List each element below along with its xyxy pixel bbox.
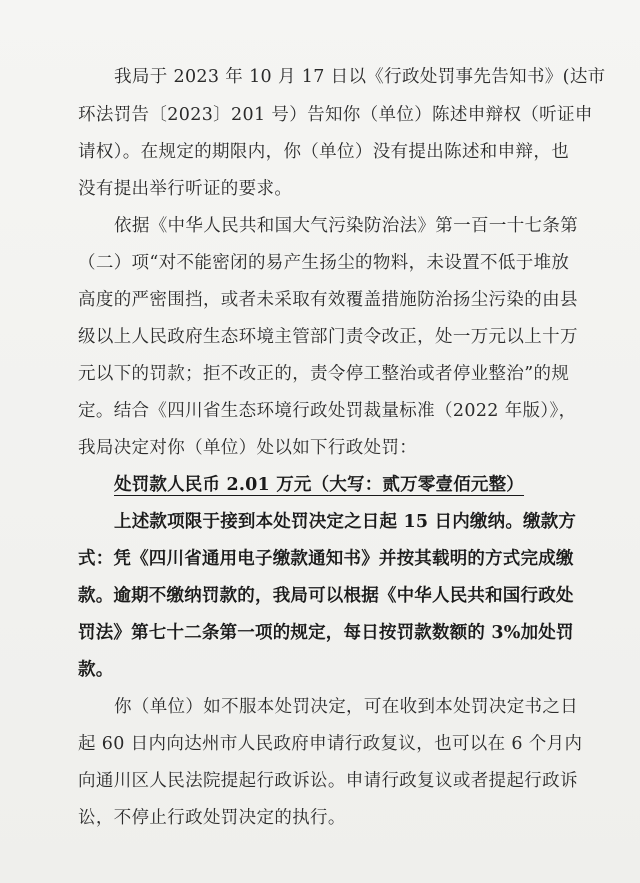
text-line: 级以上人民政府生态环境主管部门责令改正，处一万元以上十万 [78, 327, 578, 347]
text-line: 元以下的罚款；拒不改正的，责令停工整治或者停业整治”的规 [78, 364, 570, 384]
text-line: 式：凭《四川省通用电子缴款通知书》并按其载明的方式完成缴 [78, 549, 574, 569]
text-line: 款。逾期不缴纳罚款的，我局可以根据《中华人民共和国行政处 [78, 586, 574, 606]
text-line: 请权）。在规定的期限内，你（单位）没有提出陈述和申辩，也 [78, 142, 570, 162]
text-line: （二）项“对不能密闭的易产生扬尘的物料，未设置不低于堆放 [78, 253, 570, 273]
text-line: 定。结合《四川省生态环境行政处罚裁量标准（2022 年版）》， [78, 401, 577, 421]
text-line: 没有提出举行听证的要求。 [78, 179, 293, 199]
text-line: 我局决定对你（单位）处以如下行政处罚： [78, 438, 418, 458]
text-line: 依据《中华人民共和国大气污染防治法》第一百一十七条第 [114, 216, 579, 236]
text-line: 起 60 日内向达州市人民政府申请行政复议，也可以在 6 个月内 [78, 734, 583, 754]
text-line: 你（单位）如不服本处罚决定，可在收到本处罚决定书之日 [114, 697, 579, 717]
penalty-amount: 处罚款人民币 2.01 万元（大写：贰万零壹佰元整） [114, 475, 525, 495]
text-line: 讼，不停止行政处罚决定的执行。 [78, 808, 346, 828]
text-line: 高度的严密围挡，或者未采取有效覆盖措施防治扬尘污染的由县 [78, 290, 578, 310]
text-line: 罚法》第七十二条第一项的规定，每日按罚款数额的 3%加处罚 [78, 623, 574, 643]
text-line: 上述款项限于接到本处罚决定之日起 15 日内缴纳。缴款方 [114, 512, 577, 532]
text-line: 环法罚告〔2023〕201 号）告知你（单位）陈述申辩权（听证申 [78, 105, 593, 125]
text-line: 向通川区人民法院提起行政诉讼。申请行政复议或者提起行政诉 [78, 771, 578, 791]
text-line: 款。 [78, 660, 114, 680]
text-line: 我局于 2023 年 10 月 17 日以《行政处罚事先告知书》(达市 [114, 67, 606, 87]
